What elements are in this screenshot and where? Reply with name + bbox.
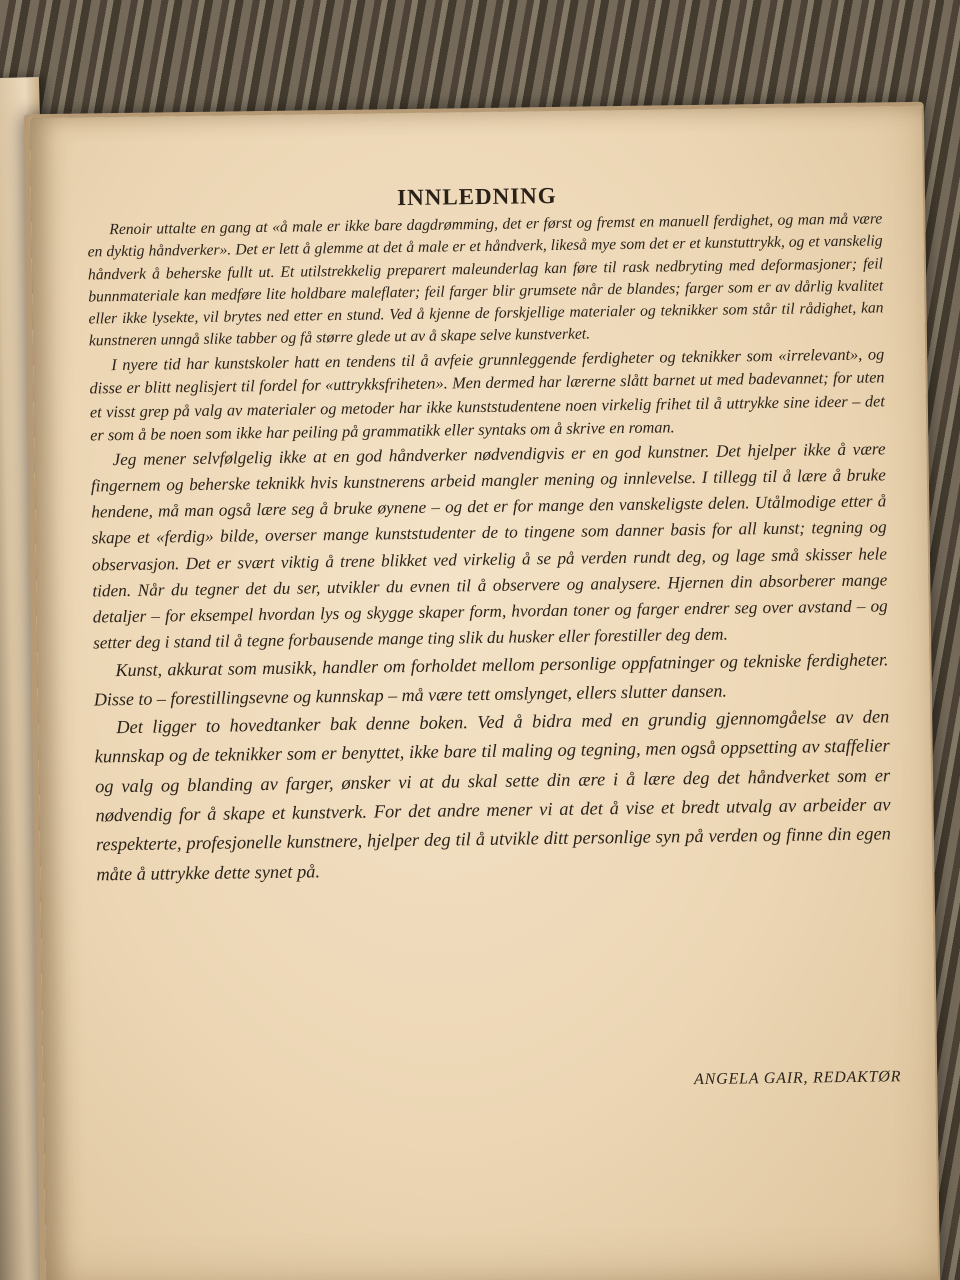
paragraph-4: Kunst, akkurat som musikk, handler om forholdet mellom personlige oppfatninger og tekniske ferdigheter. Disse to – forestillingsevne og kunnskap – må være tett omslynget, ellers slutter dansen. bbox=[93, 649, 889, 710]
page-title: INNLEDNING bbox=[397, 182, 557, 211]
paragraph-5: Det ligger to hovedtanker bak denne boken. Ved å bidra med en grundig gjennomgåelse av den kunnskap og de teknikker som er benyttet, ikke bare til maling og tegning, men også oppsetting av staffelier og valg og blanding av farger, ønsker vi at du skal sette din ære i å lære deg det håndverket som er nødvendig for å skape et kunstverk. For det andre mener vi at det å vise et bredt utvalg av arbeider av respekterte, profesjonelle kunstnere, hjelper deg til å utvikle ditt personlige syn på verden og finne din egen måte å uttrykke dette synet på. bbox=[94, 706, 892, 885]
book-page bbox=[30, 106, 938, 1280]
author-signature: ANGELA GAIR, REDAKTØR bbox=[694, 1068, 902, 1089]
page-body bbox=[87, 208, 891, 889]
paragraph-3: Jeg mener selvfølgelig ikke at en god håndverker nødvendigvis er en god kunstner. Det hjelper ikke å være fingernem og beherske teknikk hvis kunstnerens arbeid mangler mening og innlevelse. I tillegg til å lære å bruke hendene, må man også lære seg å bruke øynene – og det er for mange den vanskeligste delen. Utålmodige etter å skape et «ferdig» bilde, overser mange kunststudenter de to tingene som danner basis for all kunst; tegning og observasjon. Det er svært viktig å trene blikket ved virkelig å se på verden rundt deg, og lage små skisser hele tiden. Når du tegner det du ser, utvikler du evnen til å observere og analysere. Hjernen din absorberer mange detaljer – for eksempel hvordan lys og skygge skaper form, hvordan toner og farger endrer seg over avstand – og setter deg i stand til å tegne forbausende mange ting slik du husker eller forestiller deg dem. bbox=[90, 439, 888, 653]
paragraph-1: Renoir uttalte en gang at «å male er ikke bare dagdrømming, det er først og fremst en manuell ferdighet, og man må være en dyktig håndverker». Det er lett å glemme at det å male er et håndverk, likeså mye som det er et kunstuttrykk, og et vanskelig håndverk å beherske fullt ut. Et utilstrekkelig preparert maleunderlag kan føre til rask nedbryting med deformasjoner; feil bunnmateriale kan medføre lite holdbare maleflater; feil farger blir grumsete når de blandes; farger som er av dårlig kvalitet eller ikke lysekte, vil brytes ned etter en stund. Ved å kjenne de forskjellige materialer og teknikker som står til rådighet, kan kunstneren unngå slike tabber og få større glede ut av å skape selve kunstverket. bbox=[87, 210, 884, 350]
paragraph-2: I nyere tid har kunstskoler hatt en tendens til å avfeie grunnleggende ferdigheter og teknikker som «irrelevant», og disse er blitt neglisjert til fordel for «uttrykksfriheten». Men dermed har lærerne slått barnet ut med badevannet; for uten et visst grep på valg av materialer og metoder har ikke kunststudentene noen virkelig frihet til å uttrykke sine ideer – det er som å be noen som ikke har peiling på grammatikk eller syntaks om å skrive en roman. bbox=[89, 344, 885, 445]
